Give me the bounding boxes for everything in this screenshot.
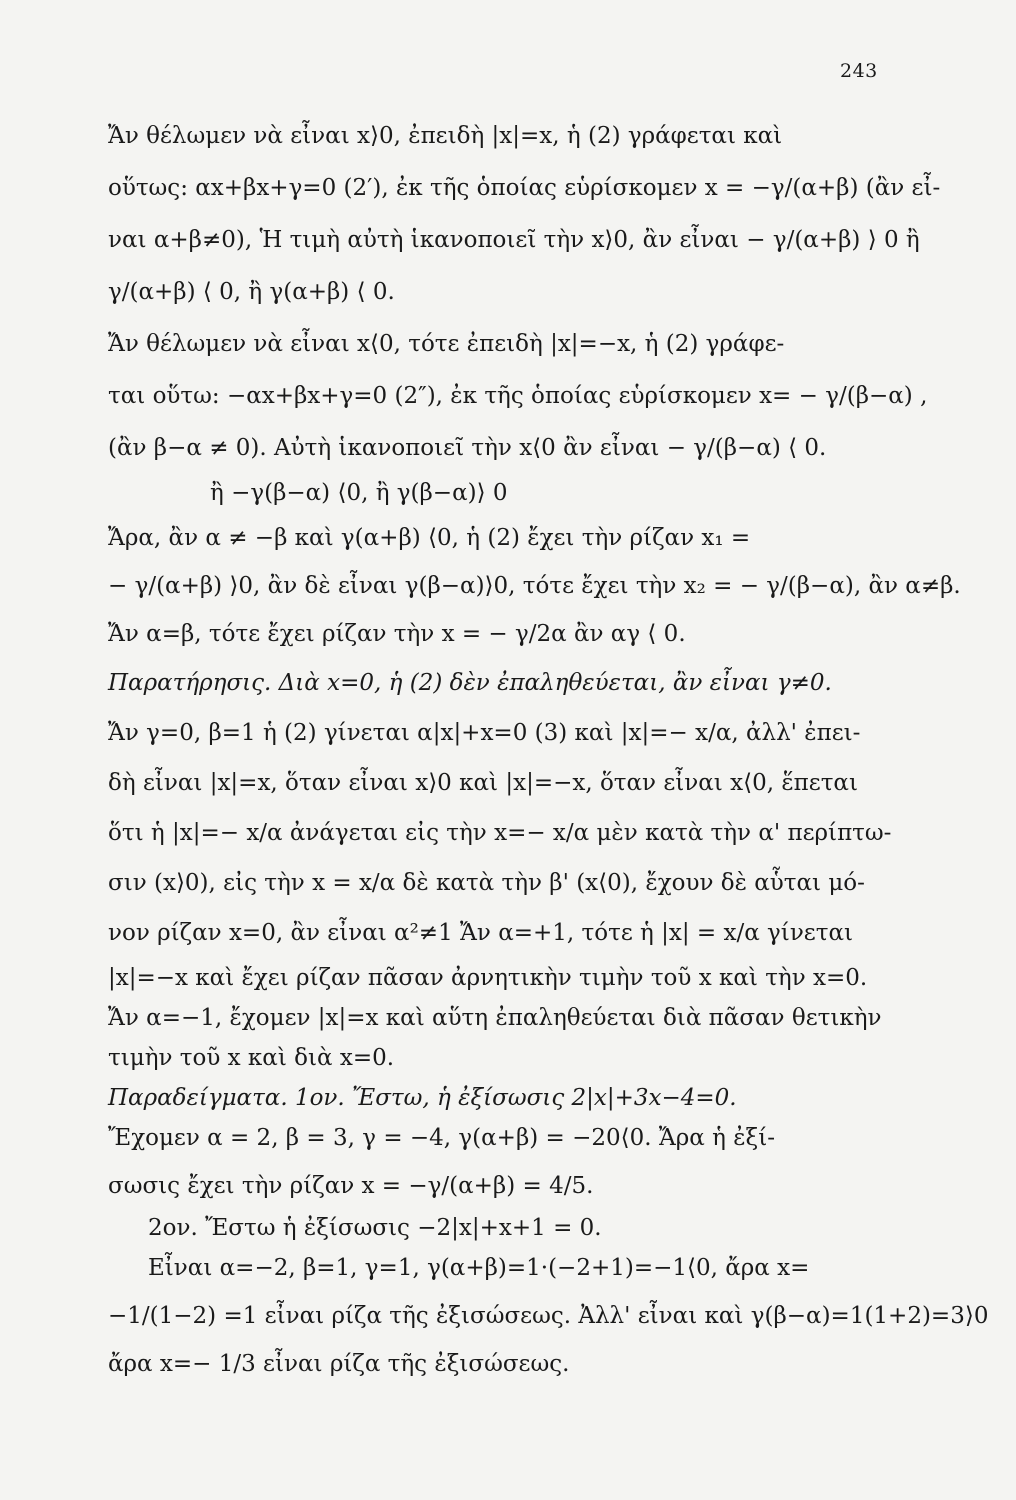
page-number: 243 bbox=[840, 60, 878, 82]
text-line: γ/(α+β) ⟨ 0, ἢ γ(α+β) ⟨ 0. bbox=[108, 279, 395, 305]
text-line: − γ/(α+β) ⟩0, ἂν δὲ εἶναι γ(β−α)⟩0, τότε ἔχει τὴν x₂ = − γ/(β−α), ἂν α≠β. bbox=[108, 573, 961, 599]
text-line: ται οὕτω: −αx+βx+γ=0 (2″), ἐκ τῆς ὁποίας εὑρίσκομεν x= − γ/(β−α) , bbox=[108, 383, 928, 409]
text-line: |x|=−x καὶ ἔχει ρίζαν πᾶσαν ἀρνητικὴν τιμὴν τοῦ x καὶ τὴν x=0. bbox=[108, 965, 868, 991]
text-line: ναι α+β≠0), Ἡ τιμὴ αὐτὴ ἱκανοποιεῖ τὴν x⟩0, ἂν εἶναι − γ/(α+β) ⟩ 0 ἢ bbox=[108, 227, 920, 253]
text-line: Ἄν θέλωμεν νὰ εἶναι x⟩0, ἐπειδὴ |x|=x, ἡ (2) γράφεται καὶ bbox=[108, 123, 783, 149]
text-line: τιμὴν τοῦ x καὶ διὰ x=0. bbox=[108, 1045, 395, 1071]
text-line: Ἄν θέλωμεν νὰ εἶναι x⟨0, τότε ἐπειδὴ |x|=−x, ἡ (2) γράφε- bbox=[108, 331, 785, 357]
text-line: οὕτως: αx+βx+γ=0 (2′), ἐκ τῆς ὁποίας εὑρίσκομεν x = −γ/(α+β) (ἂν εἶ- bbox=[108, 175, 941, 201]
text-line-remark: Παρατήρησις. Διὰ x=0, ἡ (2) δὲν ἐπαληθεύεται, ἂν εἶναι γ≠0. bbox=[108, 670, 832, 696]
text-line: σιν (x⟩0), εἰς τὴν x = x/α δὲ κατὰ τὴν β' (x⟨0), ἔχουν δὲ αὗται μό- bbox=[108, 870, 865, 896]
text-line: 2ον. Ἔστω ἡ ἐξίσωσις −2|x|+x+1 = 0. bbox=[148, 1215, 602, 1241]
text-line: ἢ −γ(β−α) ⟨0, ἢ γ(β−α)⟩ 0 bbox=[210, 480, 508, 506]
text-line: Ἄν γ=0, β=1 ἡ (2) γίνεται α|x|+x=0 (3) καὶ |x|=− x/α, ἀλλ' ἐπει- bbox=[108, 720, 861, 746]
text-line: (ἂν β−α ≠ 0). Αὐτὴ ἱκανοποιεῖ τὴν x⟨0 ἂν εἶναι − γ/(β−α) ⟨ 0. bbox=[108, 435, 827, 461]
text-line: σωσις ἔχει τὴν ρίζαν x = −γ/(α+β) = 4/5. bbox=[108, 1173, 594, 1199]
text-line-examples: Παραδείγματα. 1ον. Ἔστω, ἡ ἐξίσωσις 2|x|+3x−4=0. bbox=[108, 1085, 737, 1111]
text-line: Εἶναι α=−2, β=1, γ=1, γ(α+β)=1·(−2+1)=−1⟨0, ἄρα x= bbox=[148, 1255, 810, 1281]
text-line: ὅτι ἡ |x|=− x/α ἀνάγεται εἰς τὴν x=− x/α μὲν κατὰ τὴν α' περίπτω- bbox=[108, 820, 892, 846]
text-line: νον ρίζαν x=0, ἂν εἶναι α²≠1 Ἄν α=+1, τότε ἡ |x| = x/α γίνεται bbox=[108, 920, 853, 946]
text-line: Ἄρα, ἂν α ≠ −β καὶ γ(α+β) ⟨0, ἡ (2) ἔχει τὴν ρίζαν x₁ = bbox=[108, 525, 751, 551]
text-line: ἄρα x=− 1/3 εἶναι ρίζα τῆς ἐξισώσεως. bbox=[108, 1351, 570, 1377]
text-line: Ἔχομεν α = 2, β = 3, γ = −4, γ(α+β) = −20⟨0. Ἄρα ἡ ἐξί- bbox=[108, 1125, 776, 1151]
text-line: δὴ εἶναι |x|=x, ὅταν εἶναι x⟩0 καὶ |x|=−x, ὅταν εἶναι x⟨0, ἕπεται bbox=[108, 770, 858, 796]
text-line: Ἄν α=−1, ἔχομεν |x|=x καὶ αὕτη ἐπαληθεύεται διὰ πᾶσαν θετικὴν bbox=[108, 1005, 882, 1031]
text-line: −1/(1−2) =1 εἶναι ρίζα τῆς ἐξισώσεως. Ἀλλ' εἶναι καὶ γ(β−α)=1(1+2)=3⟩0 bbox=[108, 1303, 989, 1329]
text-line: Ἄν α=β, τότε ἔχει ρίζαν τὴν x = − γ/2α ἂν αγ ⟨ 0. bbox=[108, 621, 686, 647]
